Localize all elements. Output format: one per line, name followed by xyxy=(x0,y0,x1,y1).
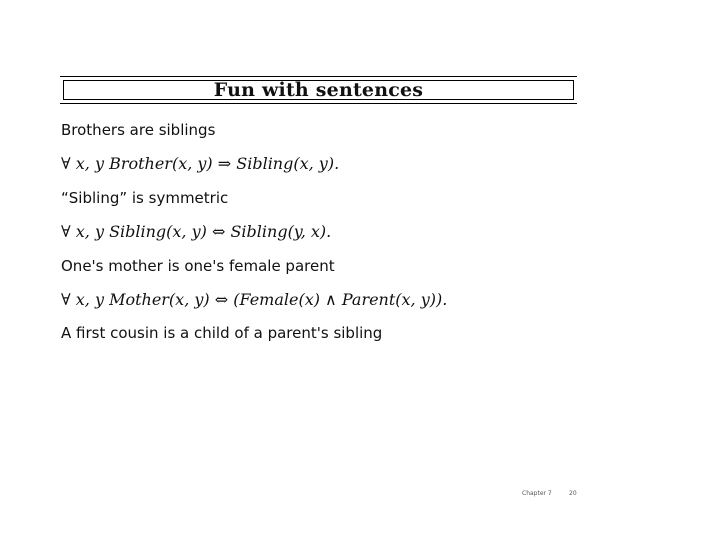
slide-title: Fun with sentences xyxy=(213,78,424,101)
footer-chapter: Chapter 7 xyxy=(522,490,552,497)
statement-mother-female-parent: One's mother is one's female parent xyxy=(61,257,335,275)
formula-brother-sibling: ∀ x, y Brother(x, y) ⇒ Sibling(x, y). xyxy=(61,154,340,173)
title-frame xyxy=(60,76,577,104)
title-box xyxy=(63,80,574,100)
footer-page-number: 20 xyxy=(569,490,577,497)
statement-brothers-siblings: Brothers are siblings xyxy=(61,121,216,139)
statement-sibling-symmetric: “Sibling” is symmetric xyxy=(61,189,229,207)
formula-sibling-symmetric: ∀ x, y Sibling(x, y) ⇔ Sibling(y, x). xyxy=(61,222,332,241)
formula-mother: ∀ x, y Mother(x, y) ⇔ (Female(x) ∧ Parent(x, y)). xyxy=(61,290,448,309)
statement-first-cousin: A first cousin is a child of a parent's sibling xyxy=(61,324,383,342)
